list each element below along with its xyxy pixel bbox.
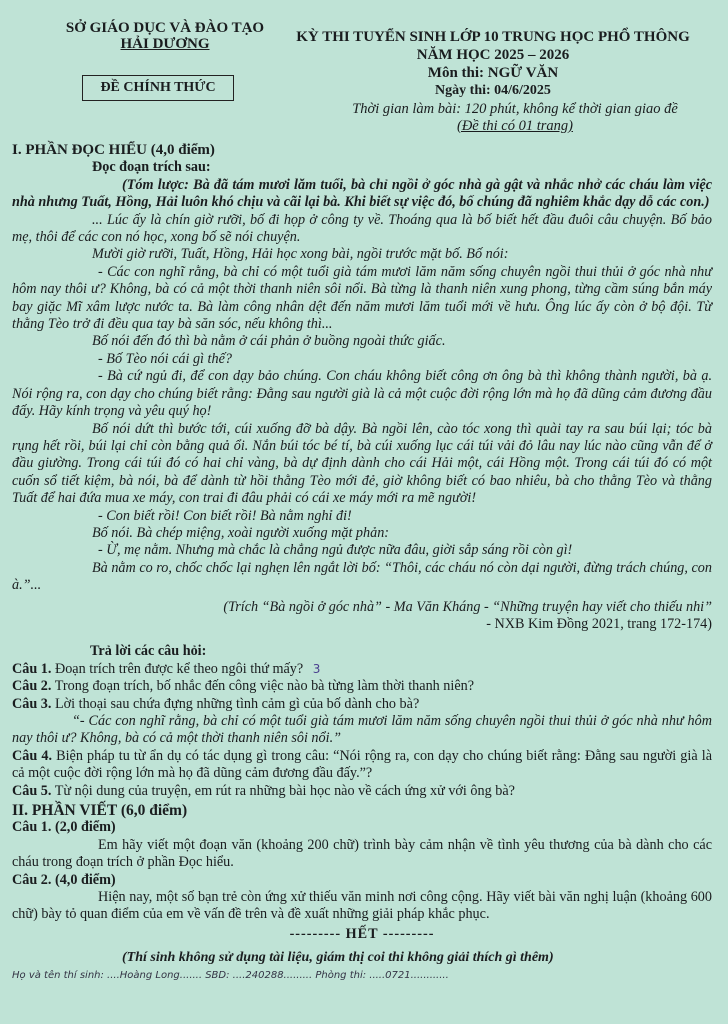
question-3 — [12, 696, 712, 713]
exam-info-block — [283, 28, 703, 100]
part1-title: I. PHẦN ĐỌC HIỂU (4,0 điểm) — [12, 142, 215, 158]
passage-paragraph: - Các con nghĩ rằng, bà chỉ có một tuổi già tám mươi lăm năm sống chuyên ngồi thui thủi ở góc nhà như hôm nay thôi ư? Không, bà có cả một thời thanh niên sôi nổi. Bà từng là thanh niên xung phong, từng cầm súng bắn máy bay giặc Mĩ xâm lược nước ta. Bà làm công nhân dệt đến năm mươi lăm tuổi mới về hưu. Ông lúc ấy còn ở bộ đội. Từ thằng Tèo trở đi đều qua tay bà săn sóc, nếu không thì... — [12, 263, 712, 333]
passage-paragraph: Mười giờ rưỡi, Tuất, Hồng, Hải học xong bài, ngồi trước mặt bố. Bố nói: — [92, 246, 509, 263]
exam-body — [12, 140, 712, 984]
department-province: HẢI DƯƠNG — [120, 36, 210, 52]
essay-2-label — [12, 872, 712, 889]
essay-label: Câu 2. (4,0 điểm) — [12, 871, 116, 888]
source-citation: (Trích “Bà ngồi ở góc nhà” - Ma Văn Kháng - “Những truyện hay viết cho thiếu nhi” — [223, 598, 712, 615]
official-label: ĐỀ CHÍNH THỨC — [82, 75, 234, 101]
exam-time-block — [300, 101, 728, 135]
school-year: NĂM HỌC 2025 – 2026 — [416, 47, 570, 63]
question-text: Lời thoại sau chứa đựng những tình cảm gì của bố dành cho bà? — [54, 695, 420, 712]
essay-1-label — [12, 819, 712, 836]
passage-paragraph: Bố nói đến đó thì bà nằm ở cái phản ở buồng ngoài thức giấc. — [92, 333, 446, 350]
footer-note: (Thí sinh không sử dụng tài liệu, giám thị coi thi không giải thích gì thêm) — [122, 950, 554, 966]
exam-subject: Môn thi: NGỮ VĂN — [427, 65, 559, 81]
part1-subtitle: Đọc đoạn trích sau: — [92, 159, 211, 176]
department-block — [50, 20, 280, 52]
exam-date: Ngày thi: 04/6/2025 — [435, 83, 551, 98]
essay-label: Câu 1. (2,0 điểm) — [12, 819, 116, 836]
question-label: Câu 5. — [12, 782, 52, 799]
page-count: (Đề thi có 01 trang) — [457, 118, 573, 134]
candidate-info-line: Họ và tên thí sinh: ....Hoàng Long....... SBD: ....240288......... Phòng thi: .....0721............ — [12, 969, 449, 981]
question-text: Từ nội dung của truyện, em rút ra những bài học nào về cách ứng xử với ông bà? — [54, 782, 515, 799]
question-label: Câu 3. — [12, 695, 52, 712]
passage-paragraph: ... Lúc ấy là chín giờ rưỡi, bố đi họp ở công ty về. Thoáng qua là bố biết hết đầu đuôi câu chuyện. Bố bảo mẹ, thôi để các con nó học, xong bố sẽ nói chuyện. — [12, 211, 712, 246]
passage-paragraph: - Bà cứ ngủ đi, để con dạy bảo chúng. Con cháu không biết công ơn ông bà thì không thành người, bà ạ. Nói rộng ra, con dạy cho chúng biết rằng: Đằng sau người già là cả một cuộc đời rộng lớn mà họ đã dũng cảm đương đầu đấy. Hãy kính trọng và yêu quý họ! — [12, 368, 712, 420]
passage-paragraph: Bà nằm co ro, chốc chốc lại nghẹn lên ngắt lời bố: “Thôi, các cháu nó còn dại người, đừng trách chúng, con à.”... — [12, 559, 712, 594]
question-3-quote: “- Các con nghĩ rằng, bà chỉ có một tuổi già tám mươi lăm năm sống chuyên ngồi thui thủi ở góc nhà như hôm nay thôi ư? Không, bà có cả một thời thanh niên sôi nổi.” — [12, 713, 712, 747]
passage-paragraph: - Bố Tèo nói cái gì thế? — [98, 350, 232, 367]
question-4 — [12, 748, 712, 783]
end-mark: --------- HẾT --------- — [289, 925, 435, 942]
source-publisher: - NXB Kim Đồng 2021, trang 172-174) — [486, 615, 712, 632]
part2-title: II. PHẦN VIẾT (6,0 điểm) — [12, 802, 188, 820]
answer-heading: Trả lời các câu hỏi: — [90, 643, 207, 660]
exam-title: KỲ THI TUYỂN SINH LỚP 10 TRUNG HỌC PHỔ THÔNG — [296, 29, 690, 45]
passage-paragraph: - Con biết rồi! Con biết rồi! Bà nằm nghỉ đi! — [98, 507, 352, 524]
question-label: Câu 4. — [12, 747, 52, 764]
essay-2-prompt: Hiện nay, một số bạn trẻ còn ứng xử thiếu văn minh nơi công cộng. Hãy viết bài văn nghị luận (khoảng 600 chữ) bày tỏ quan điểm của em về vấn đề trên và đề xuất những giải pháp khắc phục. — [12, 889, 712, 923]
question-label: Câu 1. — [12, 660, 52, 677]
question-text: Biện pháp tu từ ẩn dụ có tác dụng gì trong câu: “Nói rộng ra, con dạy cho chúng biết rằng: Đằng sau người già là cả một cuộc đời rộng lớn mà họ đã dũng cảm đương đầu đấy.”? — [12, 747, 712, 782]
passage-paragraph: Bố nói dứt thì bước tới, cúi xuống đỡ bà dậy. Bà ngồi lên, cào tóc xong thì quài tay ra sau búi lại; tóc bà rụng hết rồi, búi lại chỉ còn bằng quả ổi. Nắn búi tóc bé tí, bà cúi xuống lục cái túi vải đỏ lâu nay lúc nào cũng vẫn để ở đầu giường. Trong cái túi đó có hai chỉ vàng, bà dự định dành cho cái Hải một, cái Hồng một. Trong cái túi đó có một cuốn sổ tiết kiệm, bà nói, bà để dành từ hồi thằng Tèo mới đẻ, giờ không biết có bao nhiêu, bà cho thằng Tèo và thằng Tuất để hai đứa mua xe máy, con trai đi đâu phải có cái xe máy mới ra mẽ người! — [12, 420, 712, 507]
passage-paragraph: Bố nói. Bà chép miệng, xoài người xuống mặt phản: — [92, 524, 390, 541]
department-name: SỞ GIÁO DỤC VÀ ĐÀO TẠO — [65, 20, 265, 36]
exam-time: Thời gian làm bài: 120 phút, không kể thời gian giao đề — [352, 101, 678, 117]
passage-summary: (Tóm lược: Bà đã tám mươi lăm tuổi, bà chỉ ngồi ở góc nhà gà gật và nhắc nhở các cháu làm việc nhà nhưng Tuất, Hồng, Hải luôn khó chịu và cãi lại bà. Khi biết sự việc đó, bố chúng đã nghiêm khắc dạy dỗ các con.) — [12, 176, 712, 211]
question-5 — [12, 783, 712, 800]
question-text: Trong đoạn trích, bố nhắc đến công việc nào bà từng làm thời thanh niên? — [54, 678, 475, 695]
essay-1-prompt: Em hãy viết một đoạn văn (khoảng 200 chữ) trình bày cảm nhận về tình yêu thương của bà dành cho các cháu trong đoạn trích ở phần Đọc hiểu. — [12, 836, 712, 871]
question-2 — [12, 678, 712, 695]
handwritten-mark: 3 — [312, 661, 321, 676]
question-label: Câu 2. — [12, 678, 52, 695]
question-1 — [12, 661, 712, 678]
question-text: Đoạn trích trên được kể theo ngôi thứ mấy? — [54, 660, 304, 677]
passage-paragraph: - Ừ, mẹ nằm. Nhưng mà chắc là chẳng ngủ được nữa đâu, giời sắp sáng rồi còn gì! — [98, 542, 573, 559]
